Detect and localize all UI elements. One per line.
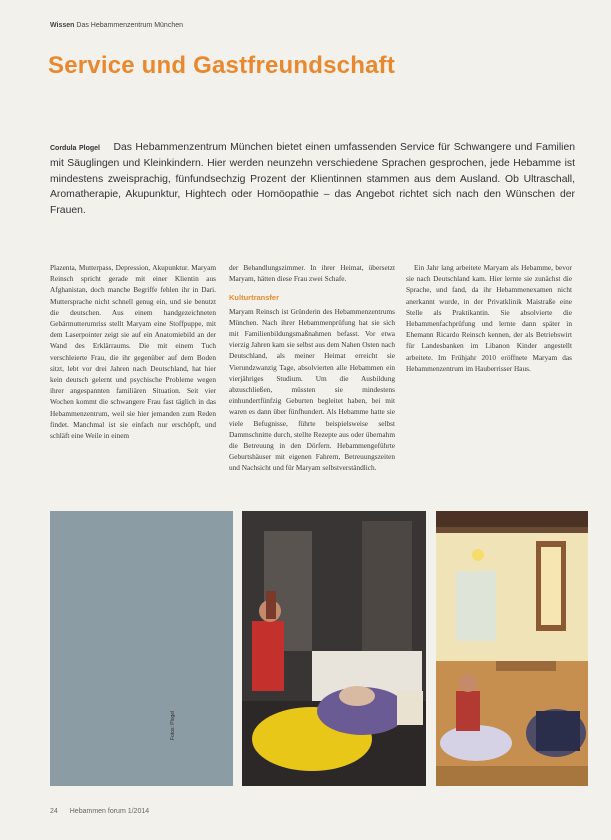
lead-text: Das Hebammenzentrum München bietet einen umfassenden Service für Schwangere und Familien mit Säuglingen und Kleinkindern. Hier werden neunzehn verschiedene Sprachen gesprochen, jede Hebamme ist mindestens zweisprachig, fünfundsechzig Prozent der Klientinnen stammen aus dem Ausland. Ob Ultraschall, Aromatherapie, Akupunktur, Hightech oder Homöopathie – das Angebot richtet sich nach den Wünschen der Frauen. [50, 142, 575, 216]
section-label: Wissen [50, 22, 75, 29]
author-name: Cordula Plogel [50, 145, 100, 152]
photo-credit: Fotos: Plogel [170, 710, 176, 740]
section-topic: Das Hebammenzentrum München [76, 22, 184, 29]
page-footer [50, 808, 159, 815]
body-paragraph: Ein Jahr lang arbeitete Maryam als Hebamme, bevor sie nach Deutschland kam. Hier lernte sie zunächst die Sprache, und fand, da ihr Hebammenexamen nicht anerkannt wurde, in der Privatklinik Maistraße eine Stelle als Praktikantin. Sie absolvierte die Hebammenfachprüfung und lernte dann später in Ehemann Ricardo Reinsch kennen, der als Betriebswirt für Landesbanken im Libanon Kinder angestellt arbeitete. Im Frühjahr 2010 eröffnete Maryam das Hebammenzentrum im Hauberrisser Haus. [406, 263, 572, 373]
article-lead [50, 140, 575, 218]
photo-blue-grey [50, 511, 233, 786]
photo-birth-room-image [436, 511, 588, 786]
body-paragraph: Plazenta, Mutterpass, Depression, Akupunktur. Maryam Reinsch spricht gerade mit einer Klientin aus Afghanistan, doch manche Begriffe fehlen ihr in Dari. Muttersprache nicht schnell genug ein, und sie benutzt die deutschen. Aus einem handgezeichneten Gebärmutterumriss stellt Maryam eine Stoffpuppe, mit dem Laserpointer zeigt sie auf ein Anatomiebild an der Wand des Erklärraums. Die mit einem Tuch verschleierte Frau, die ihr gegenüber auf dem Boden sitzt, lebt vor drei Jahren nach Deutschland, hat hier kein deutsch gelernt und psychische Probleme wegen ihrer angespannten familiären Situation. Seit vier Wochen kommt die schwangere Frau fast täglich in das Hebammenzentrum, weil sie hier jemanden zum Reden findet. Manchmal ist sie einfach nur erschöpft, und schläft eine Weile in einem [50, 263, 216, 441]
article-headline: Service und Gastfreundschaft [48, 52, 396, 79]
subheading: Kulturtransfer [229, 293, 280, 303]
body-column-3 [406, 262, 572, 374]
section-kicker [50, 22, 183, 29]
body-column-2 [229, 262, 395, 474]
body-paragraph: der Behandlungszimmer. In ihrer Heimat, übersetzt Maryam, hätten diese Frau zwei Schafe. [229, 263, 395, 284]
body-column-1 [50, 262, 216, 441]
photo-midwife-treatment [242, 511, 426, 786]
issue-label: Hebammen forum 1/2014 [69, 808, 150, 815]
page-number: 24 [50, 808, 58, 815]
body-paragraph: Maryam Reinsch ist Gründerin des Hebammenzentrums München. Nach ihrer Hebammenprüfung hat sie sich mit Familienbildungsmaßnahmen befasst. Vor etwa vierzig Jahren kam sie selbst aus dem Nahen Osten nach Deutschland, als meiner Heimat erreicht sie Vierundzwanzig Tage, absolvierten alle Hebammen ein vierjähriges Studium. Um die Ausbildung abzuschließen, müssten sie mindestens einhundertfünfzig Geburten begleitet haben, bei mit waren es dann über fünfhundert. Als Hebamme hatte sie viele Befugnisse, führte beispielsweise selbst Dammschnitte durch, stellte Rezepte aus oder übernahm die Betreuung in den Dörfern. Hebammengeführte Geburtshäuser mit eigenen Fahrern, Betreuungszeiten und Nachsicht und für Maryam selbstverständlich. [229, 306, 395, 473]
photo-birth-room [436, 511, 588, 786]
photo-midwife-treatment-image [242, 511, 426, 786]
photo-blue-grey-image [50, 511, 233, 786]
